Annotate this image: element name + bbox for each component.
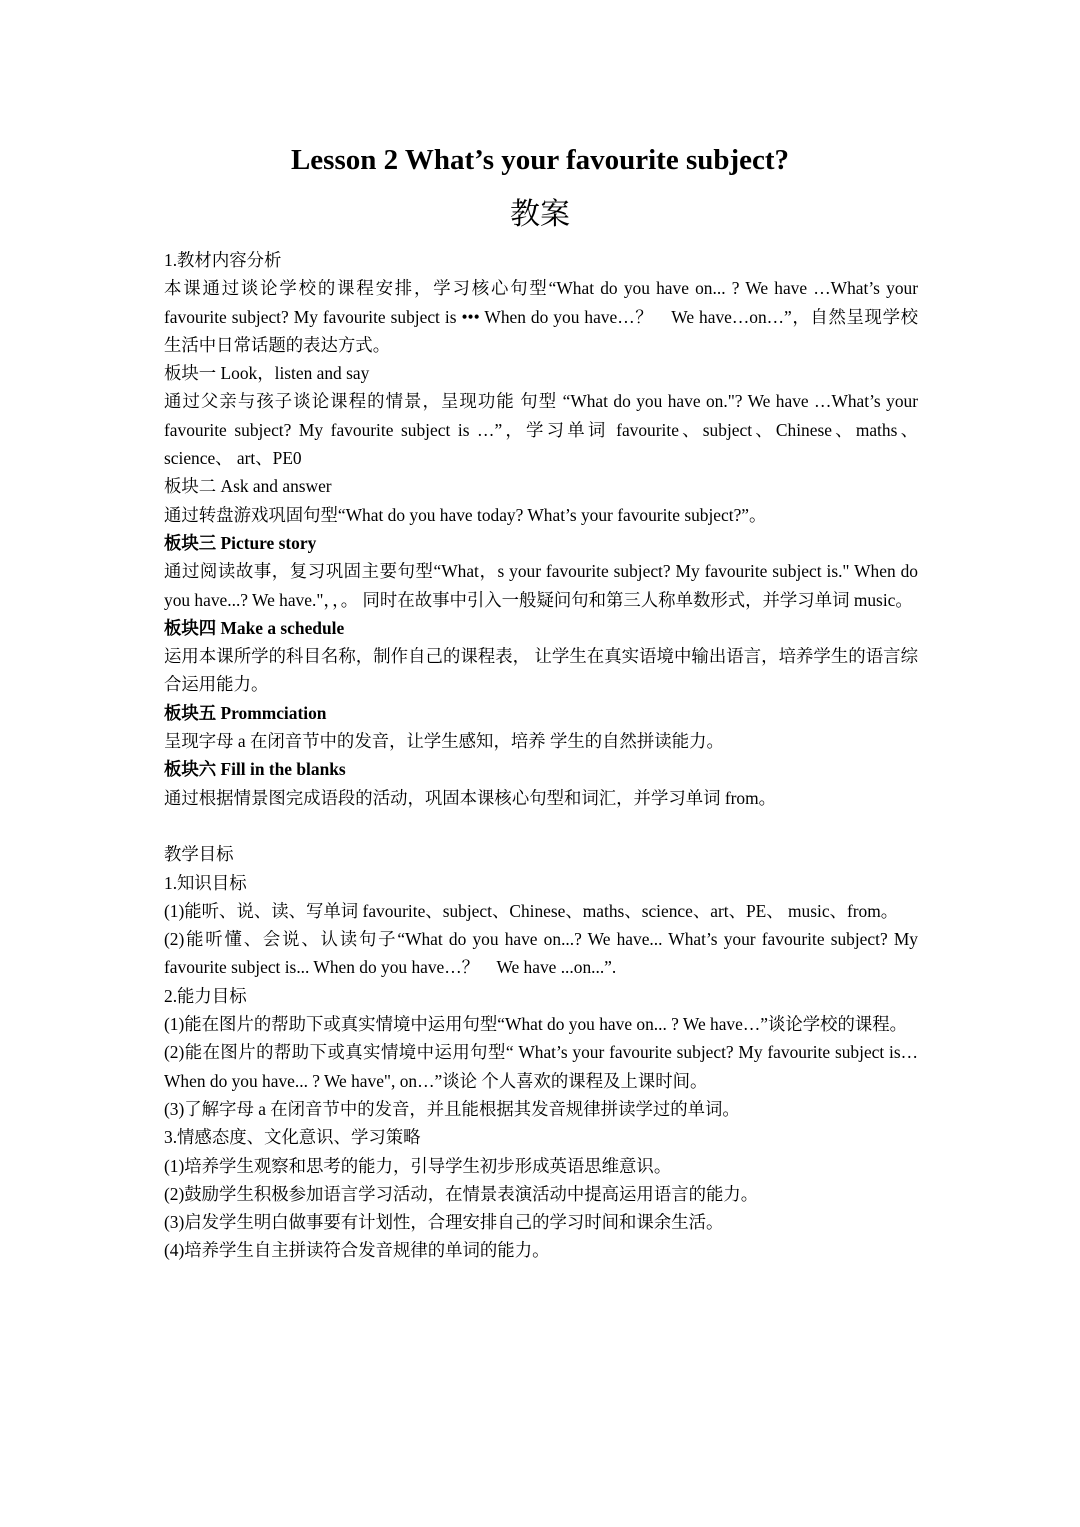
analysis-heading: 1.教材内容分析	[164, 250, 282, 270]
block6-title: 板块六 Fill in the blanks	[164, 759, 346, 780]
goals-heading: 教学目标	[164, 844, 234, 865]
knowledge-heading: 1.知识目标	[164, 872, 247, 893]
ability-heading: 2.能力目标	[164, 985, 247, 1006]
attitude-item-3: (3)启发学生明白做事要有计划性，合理安排自己的学习时间和课余生活。	[164, 1212, 724, 1233]
block3-title: 板块三 Picture story	[164, 532, 317, 553]
attitude-item-1: (1)培养学生观察和思考的能力，引导学生初步形成英语思维意识。	[164, 1155, 672, 1176]
block2-text: 通过转盘游戏巩固句型“What do you have today? What’s your favourite subject?”。	[164, 504, 767, 525]
document-body	[164, 246, 918, 1265]
ability-item-1: (1)能在图片的帮助下或真实情境中运用句型“What do you have on... ? We have…”谈论学校的课程。	[164, 1014, 908, 1035]
knowledge-item-2: (2)能听懂、会说、认读句子“What do you have on...? We have... What’s your favourite subject? My favourite subject is... When do you have…？ We have ...on...”.	[164, 929, 918, 978]
block1-title: 板块一 Look，listen and say	[164, 363, 370, 384]
block2-title: 板块二 Ask and answer	[164, 476, 332, 497]
attitude-item-2: (2)鼓励学生积极参加语言学习活动，在情景表演活动中提高运用语言的能力。	[164, 1183, 759, 1204]
block1-text: 通过父亲与孩子谈论课程的情景，呈现功能 句型 “What do you have on."? We have …What’s your favourite subject? My favourite subject is …”，学习单词 favourite、subject、Chinese、maths、science、 art、PE0	[164, 391, 918, 469]
paragraph-gap	[164, 812, 918, 840]
block6-text: 通过根据情景图完成语段的活动，巩固本课核心句型和词汇，并学习单词 from。	[164, 787, 777, 808]
ability-item-2: (2)能在图片的帮助下或真实情境中运用句型“ What’s your favourite subject? My favourite subject is…When do you have... ? We have", on…”谈论 个人喜欢的课程及上课时间。	[164, 1042, 918, 1091]
ability-item-3: (3)了解字母 a 在闭音节中的发音，并且能根据其发音规律拼读学过的单词。	[164, 1098, 740, 1119]
block5-text: 呈现字母 a 在闭音节中的发音，让学生感知，培养 学生的自然拼读能力。	[164, 731, 724, 752]
knowledge-item-1: (1)能听、说、读、写单词 favourite、subject、Chinese、maths、science、art、PE、 music、from。	[164, 900, 899, 921]
lesson-plan-heading: 教案	[510, 198, 570, 231]
block5-title: 板块五 Prommciation	[164, 702, 327, 723]
attitude-item-4: (4)培养学生自主拼读符合发音规律的单词的能力。	[164, 1240, 550, 1261]
block4-text: 运用本课所学的科目名称，制作自己的课程表， 让学生在真实语境中输出语言，培养学生的语言综合运用能力。	[164, 646, 918, 695]
block3-text: 通过阅读故事，复习巩固主要句型“What，s your favourite subject? My favourite subject is." When do you have...? We have."，，。 同时在故事中引入一般疑问句和第三人称单数形式，并学习单词 music。	[164, 561, 918, 610]
block4-title: 板块四 Make a schedule	[164, 617, 345, 638]
lesson-title: Lesson 2 What’s your favourite subject?	[290, 144, 790, 176]
attitude-heading: 3.情感态度、文化意识、学习策略	[164, 1127, 421, 1148]
analysis-intro: 本课通过谈论学校的课程安排，学习核心句型“What do you have on... ? We have …What’s your favourite subject? My favourite subject is ••• When do you have…？ We have…on…”，自然呈现学校生活中日常话题的表达方式。	[164, 278, 918, 355]
